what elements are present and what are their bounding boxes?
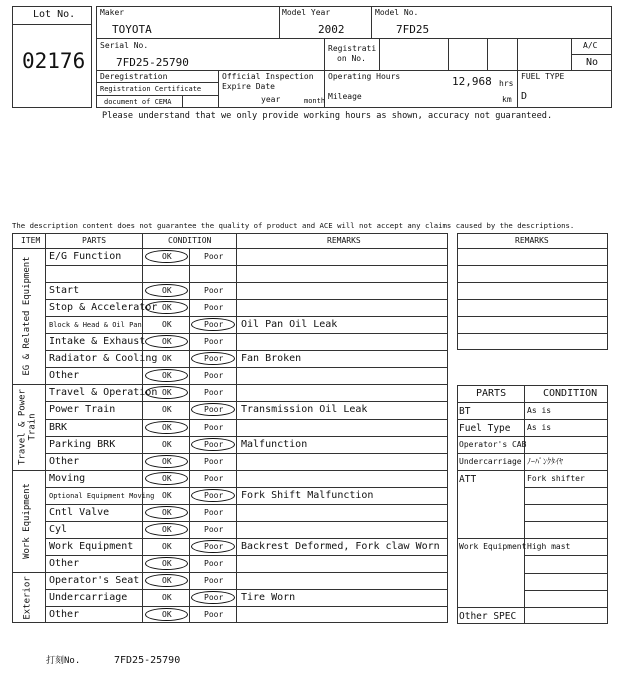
poor-option: Poor (204, 252, 224, 261)
part-name: Other (49, 557, 80, 569)
fuel-type-value: D (521, 91, 528, 102)
lot-number: 02176 (22, 49, 86, 73)
operating-hours-label: Operating Hours (328, 72, 401, 81)
ok-option: OK (162, 610, 172, 620)
group-label: EG & Related Equipment (22, 256, 33, 376)
hours-notice: Please understand that we only provide working hours as shown, accuracy not guaranteed. (102, 111, 553, 121)
poor-option: Poor (204, 490, 224, 500)
ok-option: OK (162, 405, 172, 415)
poor-option: Poor (204, 558, 224, 568)
spec-condition: Fork shifter (527, 474, 585, 484)
group-label: Travel & Power Train (17, 389, 38, 465)
poor-option: Poor (204, 524, 224, 534)
remark-text: Oil Pan Oil Leak (241, 319, 338, 331)
maker-label: Maker (100, 8, 125, 17)
inspection-label-1: Official Inspection (222, 72, 314, 81)
poor-option: Poor (204, 337, 224, 347)
ok-option: OK (162, 252, 172, 261)
remark-text: Backrest Deformed, Fork claw Worn (241, 540, 440, 552)
poor-option: Poor (204, 610, 224, 620)
ok-option: OK (162, 320, 172, 330)
spec-part: Operator's CAB (459, 440, 527, 450)
group-label: Work Equipment (22, 482, 33, 559)
spec-part: ATT (459, 474, 477, 486)
ok-selected-mark (145, 608, 188, 621)
description-notice: The description content does not guarantee the quality of product and ACE will not accept any claims caused by the descriptions. (12, 221, 575, 230)
side-remarks-header: REMARKS (515, 236, 549, 245)
part-name: Other (49, 455, 80, 467)
ac-value: No (586, 57, 599, 68)
ok-option: OK (162, 575, 172, 585)
spec-condition: High mast (527, 542, 571, 552)
poor-option: Poor (204, 388, 224, 398)
month-label: month (304, 97, 326, 105)
part-name: Radiator & Cooling (49, 353, 158, 365)
poor-selected-mark (191, 591, 235, 604)
ok-selected-mark (145, 523, 188, 536)
part-name: Other (49, 370, 80, 382)
serial-label: Serial No. (100, 41, 149, 50)
stamp-value: 7FD25-25790 (114, 655, 181, 666)
ok-option: OK (162, 286, 172, 296)
ok-option: OK (162, 593, 172, 602)
part-name: Undercarriage (49, 592, 128, 603)
ok-option: OK (162, 541, 172, 551)
poor-option: Poor (204, 371, 224, 381)
ok-option: OK (162, 558, 172, 568)
remark-text: Tire Worn (241, 592, 296, 603)
poor-option: Poor (204, 507, 224, 517)
remark-text: Fan Broken (241, 353, 302, 365)
ok-option: OK (162, 422, 172, 432)
spec-part: Undercarriage (459, 457, 522, 467)
registration-label-2: on No. (337, 54, 366, 63)
ok-option: OK (162, 371, 172, 381)
lot-label: Lot No. (33, 9, 76, 20)
remark-text: Transmission Oil Leak (241, 404, 368, 416)
part-name: Power Train (49, 404, 116, 416)
part-name: Travel & Operation (49, 387, 158, 399)
model-year-value: 2002 (318, 23, 345, 36)
poor-option: Poor (204, 286, 224, 296)
part-name: BRK (49, 421, 68, 433)
year-label: year (261, 95, 281, 104)
ok-option: OK (162, 303, 172, 313)
km-label: km (502, 95, 512, 104)
part-name: Work Equipment (49, 540, 134, 552)
ok-selected-mark (145, 472, 188, 485)
part-name: Cyl (49, 523, 68, 535)
mileage-label: Mileage (328, 92, 362, 101)
cema-label: document of CEMA (104, 98, 172, 106)
part-name: Operator's Seat (49, 574, 140, 586)
ok-option: OK (162, 507, 172, 517)
spec-part: Fuel Type (459, 423, 511, 435)
col-condition-header: CONDITION (168, 236, 212, 245)
group-label: Exterior (22, 575, 33, 620)
ok-option: OK (162, 388, 172, 398)
operating-hours-value: 12,968 (452, 75, 492, 88)
ok-option: OK (162, 354, 172, 364)
ok-selected-mark (145, 250, 188, 263)
inspection-label-2: Expire Date (222, 82, 275, 91)
poor-option: Poor (204, 575, 224, 585)
poor-selected-mark (191, 540, 235, 553)
spec-parts-header: PARTS (476, 388, 507, 399)
poor-option: Poor (204, 439, 224, 449)
ok-selected-mark (145, 455, 188, 468)
ok-selected-mark (145, 557, 188, 570)
poor-selected-mark (191, 438, 235, 451)
ok-selected-mark (145, 421, 188, 434)
deregistration-label: Deregistration (100, 72, 168, 81)
ac-label: A/C (583, 41, 598, 50)
part-name: Start (49, 285, 80, 297)
poor-selected-mark (191, 489, 235, 502)
part-name: E/G Function (49, 251, 122, 262)
spec-part: BT (459, 406, 471, 417)
registration-label-1: Registrati (328, 44, 377, 53)
col-item-header: ITEM (21, 236, 41, 245)
poor-option: Poor (204, 541, 224, 551)
poor-option: Poor (204, 303, 224, 313)
ok-selected-mark (145, 574, 188, 587)
poor-option: Poor (204, 422, 224, 432)
spec-part: Other SPEC (459, 610, 517, 622)
part-name: Cntl Valve (49, 506, 110, 518)
model-year-label: Model Year (282, 8, 331, 17)
poor-option: Poor (204, 320, 224, 330)
poor-option: Poor (204, 456, 224, 466)
part-name: Stop & Accelerator (49, 302, 158, 314)
spec-part: Work Equipment (459, 542, 527, 552)
spec-condition: ﾉｰﾊﾟﾝｸﾀｲﾔ (527, 457, 563, 467)
ok-selected-mark (145, 506, 188, 519)
spec-condition: As is (527, 423, 552, 433)
stamp-label: 打刻No. (46, 656, 81, 666)
part-name: Other (49, 609, 80, 621)
part-name: Intake & Exhaust (49, 336, 146, 348)
poor-option: Poor (204, 354, 224, 364)
part-name: Parking BRK (49, 438, 116, 450)
poor-option: Poor (204, 405, 224, 415)
model-no-value: 7FD25 (396, 23, 430, 36)
remark-text: Fork Shift Malfunction (241, 489, 374, 501)
ok-option: OK (162, 490, 172, 500)
col-parts-header: PARTS (82, 236, 107, 245)
poor-option: Poor (204, 473, 224, 483)
poor-option: Poor (204, 593, 224, 602)
hrs-label: hrs (499, 79, 514, 88)
col-remarks-header: REMARKS (327, 236, 361, 245)
ok-option: OK (162, 456, 172, 466)
part-name: Optional Equipment Moving (49, 491, 155, 500)
fuel-type-label: FUEL TYPE (521, 72, 565, 81)
maker-value: TOYOTA (112, 23, 152, 36)
registration-cert-label: Registration Certificate (100, 85, 202, 93)
ok-option: OK (162, 524, 172, 534)
part-name: Moving (49, 472, 86, 484)
ok-option: OK (162, 439, 172, 449)
model-no-label: Model No. (375, 8, 419, 17)
serial-value: 7FD25-25790 (116, 56, 189, 69)
spec-condition-header: CONDITION (543, 388, 598, 399)
part-name: Block & Head & Oil Pan (49, 321, 142, 330)
ok-option: OK (162, 337, 172, 347)
remark-text: Malfunction (241, 438, 308, 450)
ok-option: OK (162, 473, 172, 483)
spec-condition: As is (527, 406, 552, 415)
